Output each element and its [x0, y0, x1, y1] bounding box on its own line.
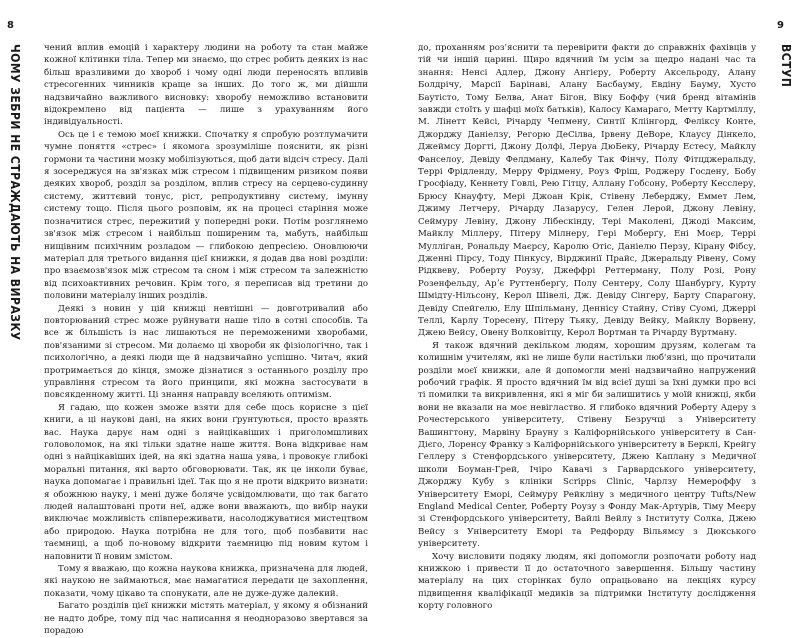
paragraph: Я також вдячний декільком людям, хорошим друзям, колегам та колишнім учителям, які не лише були настільки люб'язні, що прочитали розділи моєї книжки, але й допомогли мені надзвичайно напружений робочий графік. Я просто вдячний їм від всієї душі за їхні думки про всі ті помилки та викривлення, які я міг би залишитись у моїй книжці, якби вони не вказали на моє невігластво. Я глибоко вдячний Роберту Адеру з Рочестерського університету, Стівену Безручці з Університету Вашингтону, Марвіну Брауну з Каліфорнійського університету в Сан-Дієго, Лоренсу Франку з Каліфорнійського університету в Берклі, Крейгу Геллеру з Стенфордського університету, Джею Каплану з Медичної школи Боуман-Грей, Ічіро Кавачі з Гарвардського університету, Джорджу Кубу з клініки Scripps Clinic, Чарлзу Немероффу з Університету Еморі, Сеймуру Рейкліну з медичного центру Tufts/New England Medical Center, Роберту Роузу з Фонду Мак-Артурів, Тіму Меєру зі Стенфордського університету, Вайлі Вейлу з Інституту Солка, Джею Вейсу з Університету Еморі та Редфорду Вільямсу з Дюкського університету. [418, 340, 756, 550]
left-page [0, 0, 400, 637]
paragraph: Тому я вважаю, що кожна наукова книжка, призначена для людей, які наукою не займаються, має намагатися передати це захоплення, показати, чому цікаво та спонукати, але не дуже-дуже далекий. [44, 564, 368, 599]
left-page-number: 8 [7, 20, 14, 31]
paragraph: Ось це і є темою моєї книжки. Спочатку я спробую розтлумачити чумне поняття «стрес» і якомога зрозуміліше пояснити, як різні гормони та частини мозку мобілізуються, щоб дати відсіч стресу. Далі я зосереджуся на зв'язках між стресом і підвищеним ризиком появи деяких хвороб, розділ за розділом, вплив стресу на серцево-судинну систему, життєвий тонус, ріст, репродуктивну систему, імунну систему тощо. Після цього розповім, як на процесі старіння може позначитися стрес, пережитий у попередні роки. Потім розглянемо зв'язок між стресом і найбільш поширеним та, мабуть, найбільш нищівним психічним розладом — глибокою депресією. Оновлюючи матеріал для третього видання цієї книжки, я додав два нові розділи: про взаємозв'язок між стресом та сном і між стресом та залежністю від психоактивних речовин. Крім того, я переписав від третини до половини матеріалу інших розділів. [44, 129, 368, 302]
paragraph: Багато розділів цієї книжки містять матеріал, у якому я обізнаний не надто добре, тому під час написання я неодноразово звертався за порадою [44, 601, 368, 637]
left-running-head: ЧОМУ ЗЕБРИ НЕ СТРАЖДАЮТЬ НА ВИРАЗКУ [8, 44, 22, 341]
paragraph: Я гадаю, що кожен зможе взяти для себе щось корисне з цієї книги, а ці наукові дані, на яких вони ґрунтуються, просто вразять вас. Наука дарує нам одні з найцікавіших і приголомшливих головоломок, на які тільки здатне наше життя. Вона відкриває нам одні з найцікавіших ідей, на які здатна наша уява, і провокує глибокі моральні питання, які варто обговорювати. Так, як це інколи буває, наука допомагає і правильні ідеї. Так що я не проти відкрито визнати: я обожнюю науку, і мені дуже боляче усвідомлювати, що так багато людей налаштовані проти неї, адже вони вважають, що вибір науки виключає можливість співпереживати, насолоджуватися мистецтвом або природою. Наука потрібна не для того, щоб позбавити нас таємниці, а щоб по-новому відкрити таємницю під новим кутом і наповнити її новим змістом. [44, 402, 368, 562]
right-page [400, 0, 800, 612]
right-running-head: ВСТУП [779, 44, 793, 88]
paragraph: чений вплив емоцій і характеру людини на роботу та стан майже кожної клітинки тіла. Тепер ми знаємо, що стрес робить деяких із нас більш вразливими до хвороб і чому одні люди переносять впливів стресогенних чинників краще за інших. До того ж, ми дійшли надзвичайно важливого висновку: хворобу неможливо встановити відокремлено від пацієнта — лише з урахуванням його індивідуальності. [44, 43, 368, 128]
paragraph: Деякі з новин у цій книжці невтішні — довготривалий або повторюваний стрес може руйнувати наше тіло в сотні способів. Та все ж більшість із нас лишаються не переможеними хворобами, пов'язаними зі стресом. Ми долаємо ці хвороби як фізіологічно, так і психологічно, а деякі люди ще й надзвичайно успішно. Читач, який протримається до кінця, зможе дізнатися з останнього розділу про управління стресом та його принципи, які можна застосувати в повсякденному житті. Ці знання направду вселяють оптимізм. [44, 303, 368, 401]
right-body-text [418, 42, 756, 613]
paragraph: Хочу висловити подяку людям, які допомогли розпочати роботу над книжкою і привести її до остаточного завершення. Більшу частину матеріалу на цих сторінках було опрацьовано на лекціях курсу підвищення кваліфікації медиків за підтримки Інституту дослідження корту головного [418, 551, 756, 612]
left-body-text [44, 42, 368, 638]
paragraph: до, проханням роз'яснити та перевірити факти до справжніх фахівців у тій чи іншій царині. Щиро вдячний їм усім за щедро надані час та знання: Ненсі Адлер, Джону Ангієру, Роберту Аксельроду, Алану Болдрічу, Марсії Барінаві, Алану Басбауму, Евдіну Бауму, Хусто Баутісто, Тому Белва, Анат Бігон, Віку Боффу (чий бренд вітамінів завжди стоїть у шафці моїх батьків), Калосу Камараго, Метту Картміллу, М. Лінетт Кейсі, Річарду Чепмену, Синтії Кліінгорд, Феліксу Конте, Джорджу Даніелзу, Регорю ДеСілва, Ірвену ДеВоре, Клаусу Дінкело, Джеймсу Доргті, Джону Долфі, Леруа ДюБеку, Річарду Естесу, Майклу Фанселоу, Девіду Фелдману, Калебу Так Фінчу, Полу Фітцджеральду, Террі Фрідленду, Мерру Фрідмену, Роуз Фріш, Роджеру Госдену, Бобу Гросфіаду, Кеннету Говлі, Рею Гітцу, Аллану Гобсону, Роберту Кесслеру, Брюсу Кнауфту, Мері Джоан Крік, Стівену Леберджу, Еммет Лем, Джиму Летчеру, Річарду Лазарусу, Гелен Лерой, Джону Левіну, Сеймуру Левіну, Джону Лібескінду, Тері Маколені, Джоді Максим, Майклу Міллеру, Пітеру Мілнеру, Гері Моберґу, Ені Моєр, Террі Мулліган, Рональду Маєрсу, Каролю Отіс, Даніелю Перзу, Кірану Фібсу, Дженні Пірсу, Тоду Пінкусу, Вірджинії Прайс, Джеральду Рівену, Сому Рідквеву, Роберту Роузу, Джеффрі Реттерману, Полу Розі, Рону Розенфельду, Арʼє Руттенберґу, Полу Сентеру, Солу Шанбургу, Курту Шмідту-Нільсону, Керол Шівелі, Дж. Девіду Сінгеру, Барту Спарагону, Девіду Спейгелю, Елу Шпільману, Деннісу Стайну, Стіву Суомі, Джеррі Теллі, Карлу Торесену, Пітеру Тьяку, Девіду Вейку, Майклу Ворвену, Джею Вейсу, Овену Волковітцу, Керол Вортман та Річарду Вуртману. [418, 43, 756, 339]
right-page-number: 9 [777, 20, 784, 31]
